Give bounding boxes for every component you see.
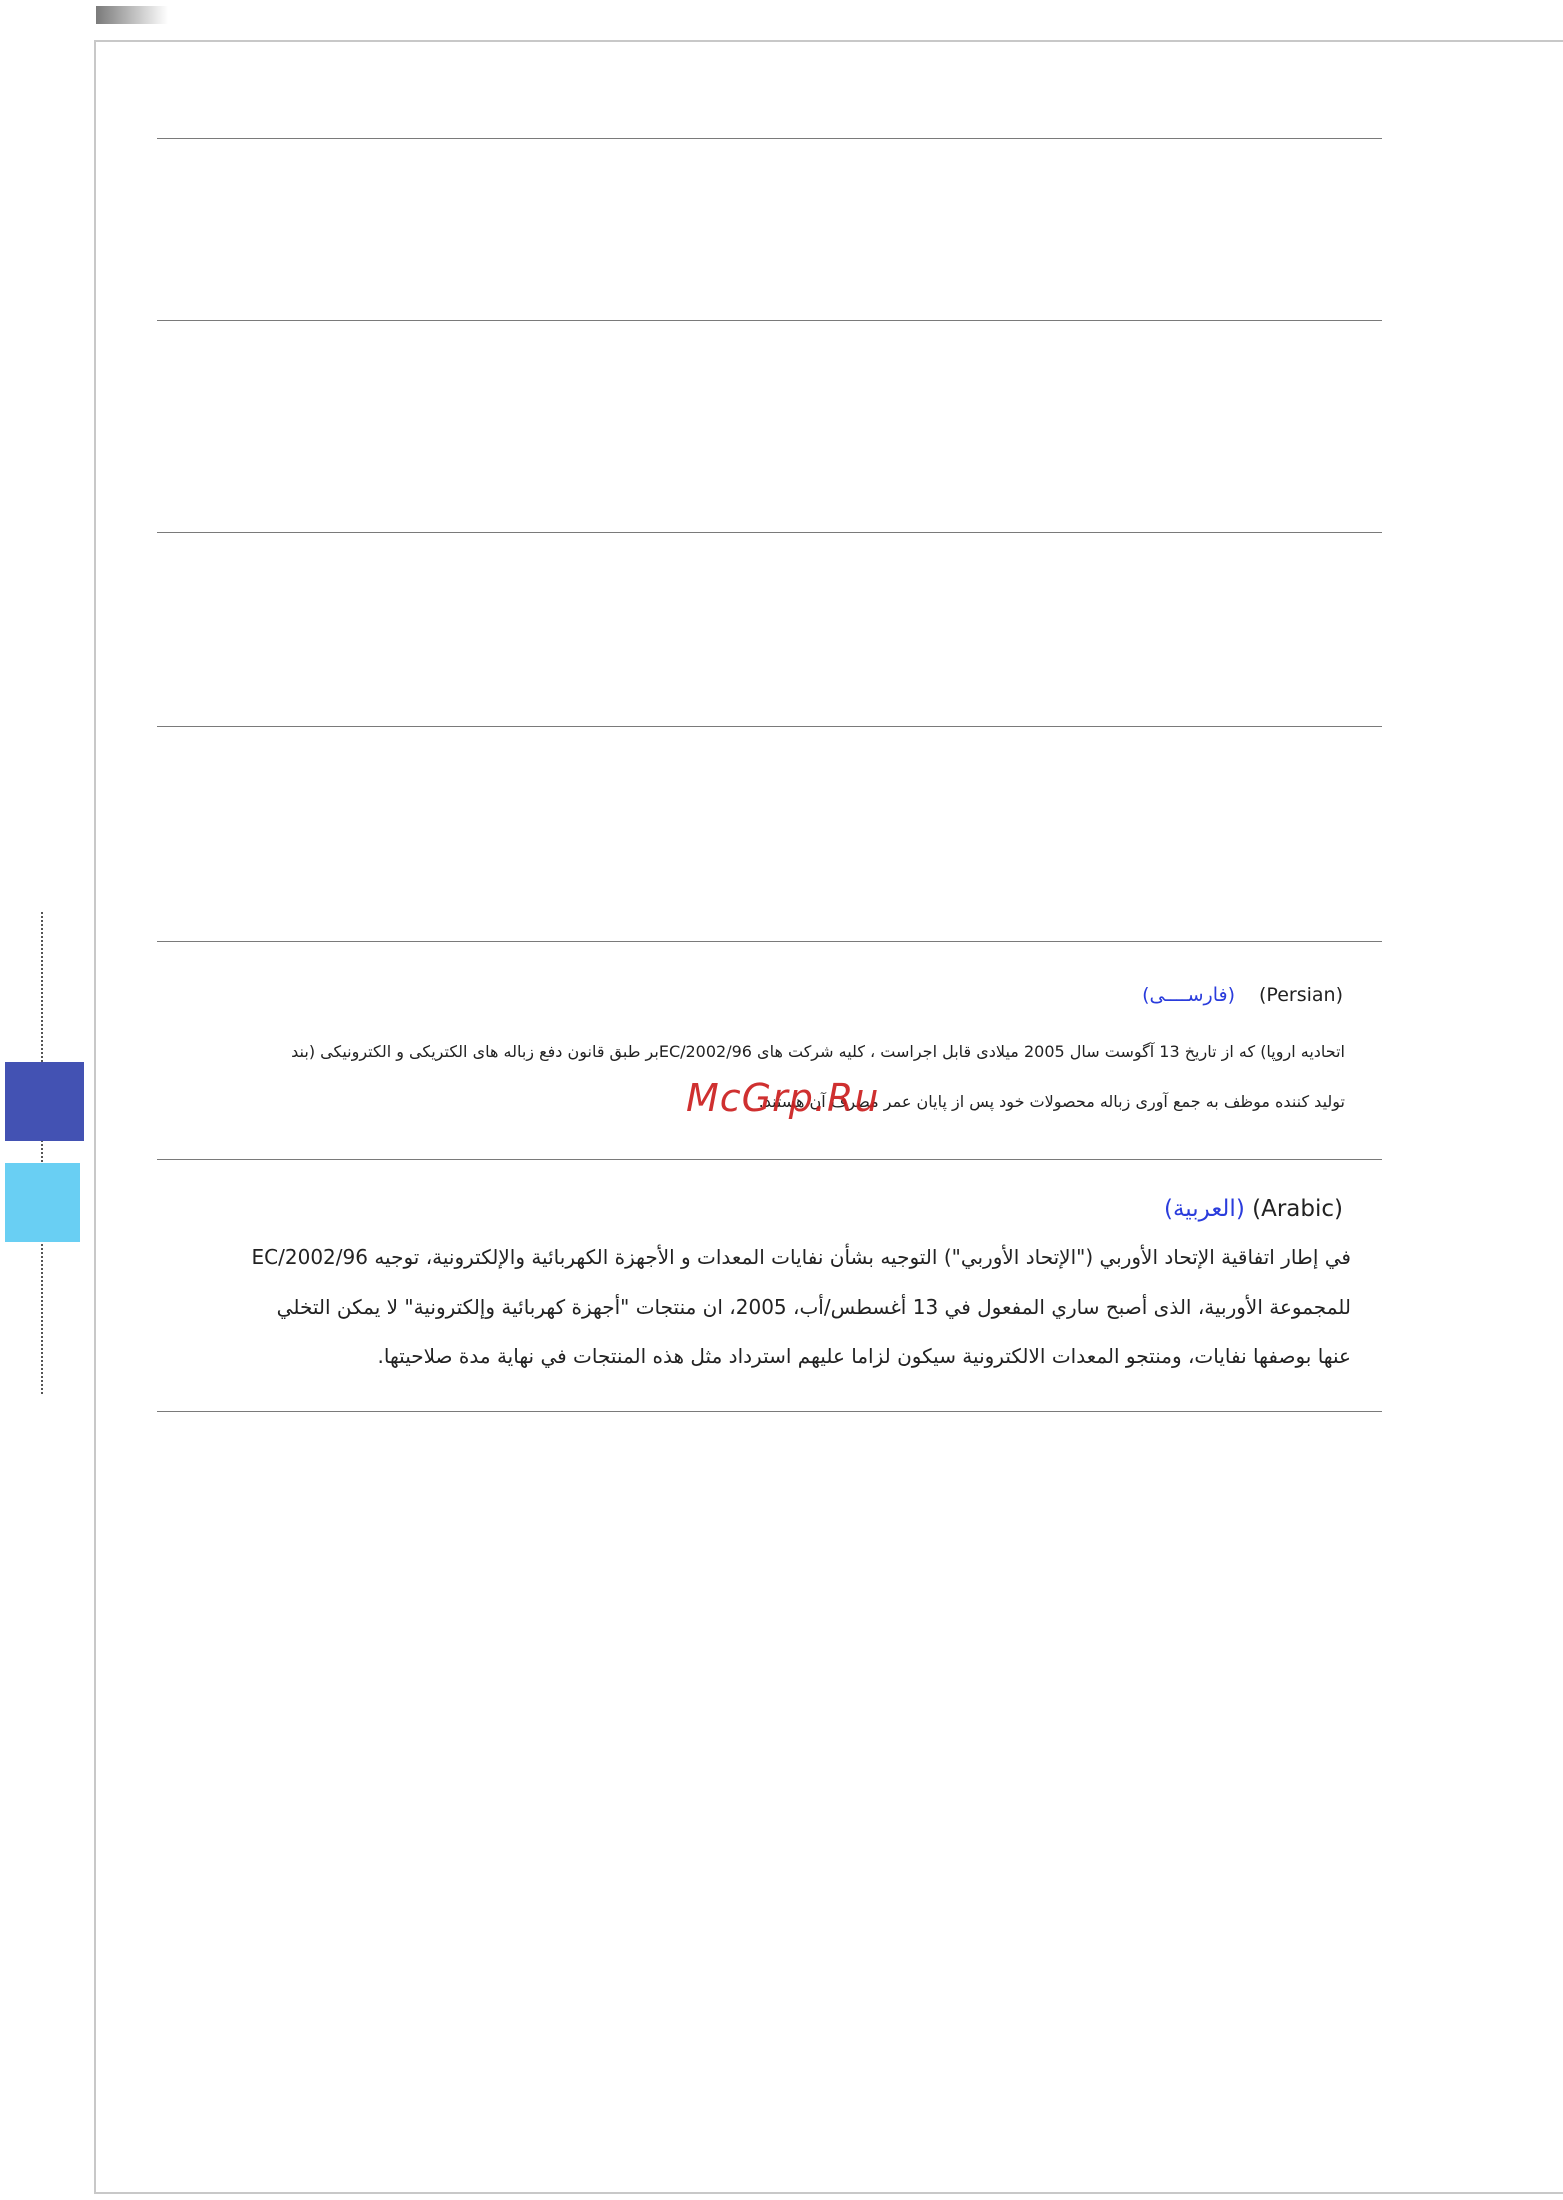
- section-divider: [157, 726, 1382, 727]
- chapter-tab-light: [5, 1163, 80, 1242]
- section-divider: [157, 1159, 1382, 1160]
- arabic-paragraph-line: في إطار اتفاقية الإتحاد الأوربي ("الإتحاد الأوربي") التوجيه بشأن نفايات المعدات و الأجهزة الكهربائية والإلكترونية، توجيه 2002/96/EC: [251, 1245, 1351, 1269]
- chapter-tab-dark: [5, 1062, 84, 1141]
- arabic-paragraph-line: عنها بوصفها نفايات، ومنتجو المعدات الالكترونية سيكون لزاما عليهم استرداد مثل هذه المنتجات في نهاية مدة صلاحيتها.: [377, 1344, 1351, 1368]
- arabic-native-label: (العربية): [1163, 1196, 1245, 1222]
- side-dotted-line: [41, 912, 43, 1394]
- section-divider: [157, 320, 1382, 321]
- arabic-label: (Arabic): [1252, 1196, 1343, 1222]
- persian-heading: [1142, 984, 1343, 1006]
- persian-paragraph-line: تولید کننده موظف به جمع آوری زباله محصولات خود پس از پایان عمر مصرف آن هستند.: [758, 1092, 1345, 1111]
- arabic-heading: [1164, 1196, 1343, 1222]
- header-gradient-bar: [96, 6, 168, 24]
- arabic-paragraph-line: للمجموعة الأوربية، الذى أصبح ساري المفعول في 13 أغسطس/أب، 2005، ان منتجات "أجهزة كهربائية وإلكترونية" لا يمكن التخلي: [276, 1295, 1351, 1319]
- watermark-text: McGrp.Ru: [686, 1076, 880, 1120]
- persian-label: (Persian): [1259, 984, 1343, 1006]
- persian-paragraph-line: اتحادیه اروپا) که از تاریخ 13 آگوست سال 2005 میلادی قابل اجراست ، کلیه شرکت های 2002/96/ECبر طبق قانون دفع زباله های الکتریکی و الکترونیکی (بند: [291, 1042, 1345, 1061]
- section-divider: [157, 532, 1382, 533]
- section-divider: [157, 941, 1382, 942]
- section-divider: [157, 1411, 1382, 1412]
- section-divider: [157, 138, 1382, 139]
- persian-native-label: (فارســــی): [1142, 984, 1236, 1006]
